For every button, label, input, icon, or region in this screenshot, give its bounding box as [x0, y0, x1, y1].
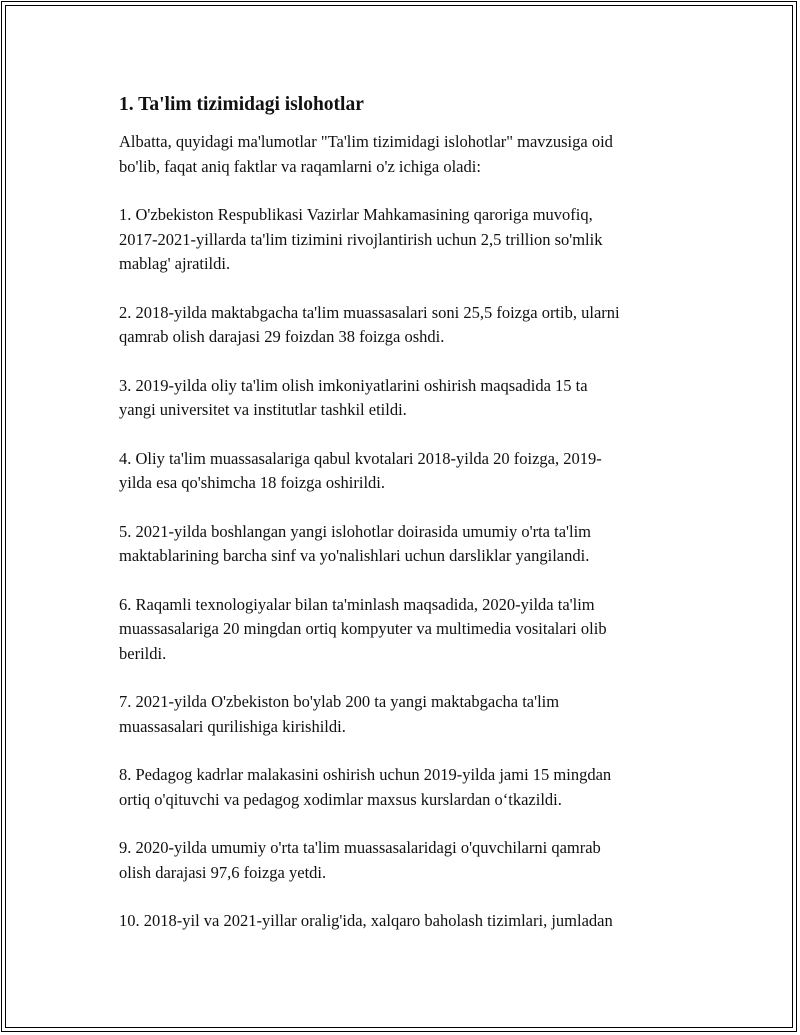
section-heading: 1. Ta'lim tizimidagi islohotlar [119, 94, 364, 115]
list-item-5: 5. 2021-yilda boshlangan yangi islohotlar doirasida umumiy o'rta ta'lim maktablarining barcha sinf va yo'nalishlari uchun darsliklar yangilandi. [119, 521, 591, 565]
intro-paragraph: Albatta, quyidagi ma'lumotlar "Ta'lim tizimidagi islohotlar" mavzusiga oid bo'lib, faqat aniq faktlar va raqamlarni o'z ichiga oladi: [119, 132, 613, 176]
document-content [119, 92, 689, 958]
document-page [1, 1, 797, 1032]
list-item-1: 1. O'zbekiston Respublikasi Vazirlar Mahkamasining qaroriga muvofiq, 2017-2021-yillarda ta'lim tizimini rivojlantirish uchun 2,5 trillion so'mlik mablag' ajratildi. [119, 205, 603, 273]
list-item-4: 4. Oliy ta'lim muassasalariga qabul kvotalari 2018-yilda 20 foizga, 2019- yilda esa qo'shimcha 18 foizga oshirildi. [119, 448, 602, 492]
list-item-6: 6. Raqamli texnologiyalar bilan ta'minlash maqsadida, 2020-yilda ta'lim muassasalariga 20 mingdan ortiq kompyuter va multimedia vositalari olib berildi. [119, 594, 607, 663]
list-item-10: 10. 2018-yil va 2021-yillar oralig'ida, xalqaro baholash tizimlari, jumladan [119, 911, 613, 930]
list-item-2: 2. 2018-yilda maktabgacha ta'lim muassasalari soni 25,5 foizga ortib, ularni qamrab olish darajasi 29 foizdan 38 foizga oshdi. [119, 302, 620, 346]
list-item-9: 9. 2020-yilda umumiy o'rta ta'lim muassasalaridagi o'quvchilarni qamrab olish darajasi 97,6 foizga yetdi. [119, 838, 601, 882]
list-item-7: 7. 2021-yilda O'zbekiston bo'ylab 200 ta yangi maktabgacha ta'lim muassasalari qurilishiga kirishildi. [119, 692, 560, 736]
list-item-3: 3. 2019-yilda oliy ta'lim olish imkoniyatlarini oshirish maqsadida 15 ta yangi universitet va institutlar tashkil etildi. [119, 375, 588, 419]
list-item-8: 8. Pedagog kadrlar malakasini oshirish uchun 2019-yilda jami 15 mingdan ortiq o'qituvchi va pedagog xodimlar maxsus kurslardan o‘tkazildi. [119, 765, 612, 809]
